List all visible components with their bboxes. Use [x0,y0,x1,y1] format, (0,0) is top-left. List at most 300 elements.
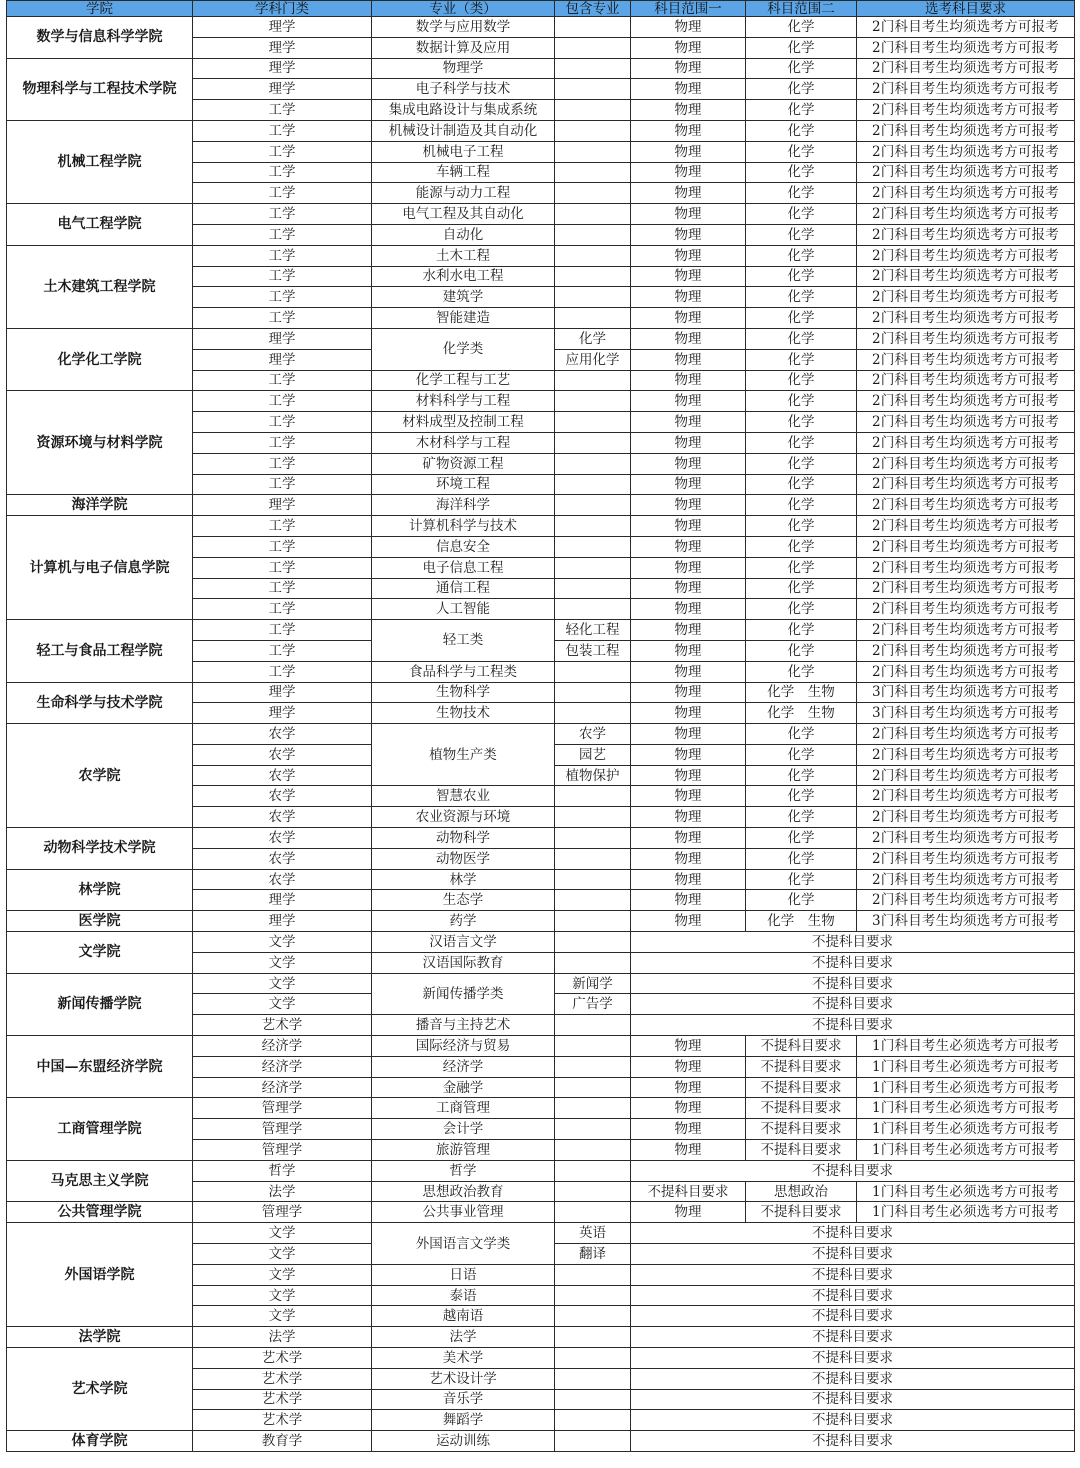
major-cell: 法学 [372,1327,555,1348]
subject-range-1-cell: 物理 [631,79,746,100]
major-cell: 电子信息工程 [372,557,555,578]
included-major-cell [555,287,631,308]
major-cell: 林学 [372,869,555,890]
included-major-cell: 广告学 [555,994,631,1015]
included-major-cell [555,599,631,620]
subject-range-2-cell: 化学 [746,807,857,828]
subject-range-1-cell: 物理 [631,765,746,786]
discipline-cell: 理学 [193,682,372,703]
included-major-cell [555,1306,631,1327]
major-cell: 生态学 [372,890,555,911]
table-row [7,828,1075,849]
included-major-cell [555,1368,631,1389]
requirement-cell: 2门科目考生均须选考方可报考 [857,620,1075,641]
subject-range-2-cell: 不提科目要求 [746,1056,857,1077]
major-cell: 经济学 [372,1056,555,1077]
included-major-cell: 轻化工程 [555,620,631,641]
major-cell: 运动训练 [372,1431,555,1452]
subject-range-2-cell: 化学 [746,432,857,453]
table-row [7,245,1075,266]
major-cell: 土木工程 [372,245,555,266]
table-row [7,17,1075,38]
major-cell: 物理学 [372,58,555,79]
no-requirement-cell: 不提科目要求 [631,1306,1075,1327]
included-major-cell [555,1389,631,1410]
subject-range-2-cell: 化学 [746,141,857,162]
included-major-cell: 英语 [555,1223,631,1244]
discipline-cell: 理学 [193,890,372,911]
major-cell: 海洋科学 [372,495,555,516]
discipline-cell: 工学 [193,557,372,578]
included-major-cell [555,266,631,287]
included-major-cell [555,100,631,121]
college-cell: 物理科学与工程技术学院 [7,58,193,120]
discipline-cell: 农学 [193,786,372,807]
discipline-cell: 法学 [193,1181,372,1202]
discipline-cell: 工学 [193,661,372,682]
table-row [7,1223,1075,1244]
subject-range-2-cell: 化学 [746,599,857,620]
discipline-cell: 经济学 [193,1077,372,1098]
header-requirement: 选考科目要求 [857,1,1075,17]
table-row [7,1160,1075,1181]
major-cell: 公共事业管理 [372,1202,555,1223]
subject-range-2-cell: 化学 生物 [746,911,857,932]
subject-range-2-cell: 化学 [746,578,857,599]
requirement-cell: 2门科目考生均须选考方可报考 [857,599,1075,620]
discipline-cell: 管理学 [193,1140,372,1161]
included-major-cell [555,1181,631,1202]
subject-range-2-cell: 化学 [746,17,857,38]
discipline-cell: 工学 [193,287,372,308]
no-requirement-cell: 不提科目要求 [631,994,1075,1015]
table-row [7,1431,1075,1452]
subject-range-2-cell: 化学 [746,786,857,807]
table-row [7,516,1075,537]
included-major-cell [555,141,631,162]
major-cell: 化学类 [372,328,555,370]
included-major-cell [555,1015,631,1036]
subject-range-2-cell: 化学 [746,58,857,79]
discipline-cell: 工学 [193,412,372,433]
major-cell: 哲学 [372,1160,555,1181]
subject-range-2-cell: 化学 [746,412,857,433]
included-major-cell [555,58,631,79]
subject-range-1-cell: 物理 [631,266,746,287]
requirement-cell: 2门科目考生均须选考方可报考 [857,308,1075,329]
college-cell: 新闻传播学院 [7,973,193,1035]
table-row [7,682,1075,703]
no-requirement-cell: 不提科目要求 [631,1327,1075,1348]
subject-range-2-cell: 化学 [746,245,857,266]
subject-range-1-cell: 物理 [631,120,746,141]
major-cell: 思想政治教育 [372,1181,555,1202]
discipline-cell: 农学 [193,765,372,786]
subject-range-1-cell: 物理 [631,100,746,121]
included-major-cell [555,183,631,204]
requirement-cell: 1门科目考生必须选考方可报考 [857,1077,1075,1098]
subject-range-1-cell: 物理 [631,1056,746,1077]
requirement-cell: 1门科目考生必须选考方可报考 [857,1098,1075,1119]
subject-range-2-cell: 化学 [746,620,857,641]
header-subject-range-2: 科目范围二 [746,1,857,17]
subject-range-1-cell: 物理 [631,578,746,599]
discipline-cell: 农学 [193,724,372,745]
discipline-cell: 工学 [193,432,372,453]
major-cell: 汉语言文学 [372,932,555,953]
discipline-cell: 理学 [193,911,372,932]
subject-range-2-cell: 化学 [746,224,857,245]
no-requirement-cell: 不提科目要求 [631,1368,1075,1389]
included-major-cell [555,120,631,141]
requirement-cell: 2门科目考生均须选考方可报考 [857,744,1075,765]
subject-range-2-cell: 不提科目要求 [746,1119,857,1140]
discipline-cell: 工学 [193,620,372,641]
college-cell: 资源环境与材料学院 [7,391,193,495]
subject-range-1-cell: 物理 [631,495,746,516]
major-cell: 数据计算及应用 [372,37,555,58]
included-major-cell: 园艺 [555,744,631,765]
table-row [7,932,1075,953]
subject-range-2-cell: 化学 生物 [746,682,857,703]
subject-range-1-cell: 物理 [631,1140,746,1161]
subject-range-1-cell: 物理 [631,661,746,682]
major-cell: 人工智能 [372,599,555,620]
no-requirement-cell: 不提科目要求 [631,1348,1075,1369]
requirement-cell: 2门科目考生均须选考方可报考 [857,287,1075,308]
discipline-cell: 文学 [193,952,372,973]
college-cell: 电气工程学院 [7,204,193,246]
included-major-cell [555,1285,631,1306]
included-major-cell [555,391,631,412]
table-row [7,911,1075,932]
included-major-cell [555,536,631,557]
subject-range-2-cell: 化学 [746,391,857,412]
major-cell: 工商管理 [372,1098,555,1119]
included-major-cell [555,1056,631,1077]
subject-range-1-cell: 物理 [631,1119,746,1140]
included-major-cell [555,224,631,245]
subject-range-1-cell: 物理 [631,245,746,266]
discipline-cell: 农学 [193,869,372,890]
subject-range-1-cell: 物理 [631,58,746,79]
discipline-cell: 工学 [193,183,372,204]
included-major-cell [555,370,631,391]
included-major-cell [555,932,631,953]
requirement-cell: 2门科目考生均须选考方可报考 [857,370,1075,391]
included-major-cell [555,1410,631,1431]
subject-range-1-cell: 物理 [631,786,746,807]
discipline-cell: 理学 [193,17,372,38]
college-cell: 医学院 [7,911,193,932]
requirement-cell: 2门科目考生均须选考方可报考 [857,17,1075,38]
subject-range-2-cell: 不提科目要求 [746,1140,857,1161]
subject-range-2-cell: 化学 [746,204,857,225]
no-requirement-cell: 不提科目要求 [631,1223,1075,1244]
no-requirement-cell: 不提科目要求 [631,1285,1075,1306]
discipline-cell: 工学 [193,245,372,266]
college-cell: 生命科学与技术学院 [7,682,193,724]
requirement-cell: 2门科目考生均须选考方可报考 [857,328,1075,349]
included-major-cell [555,952,631,973]
subject-range-2-cell: 化学 [746,328,857,349]
header-major: 专业（类） [372,1,555,17]
requirement-cell: 2门科目考生均须选考方可报考 [857,786,1075,807]
requirement-cell: 2门科目考生均须选考方可报考 [857,807,1075,828]
college-cell: 中国—东盟经济学院 [7,1036,193,1098]
table-row [7,1327,1075,1348]
major-cell: 电气工程及其自动化 [372,204,555,225]
college-cell: 计算机与电子信息学院 [7,516,193,620]
subject-range-2-cell: 化学 [746,308,857,329]
major-cell: 木材科学与工程 [372,432,555,453]
included-major-cell [555,1098,631,1119]
included-major-cell [555,848,631,869]
included-major-cell [555,495,631,516]
college-cell: 农学院 [7,724,193,828]
major-cell: 数学与应用数学 [372,17,555,38]
major-cell: 电子科学与技术 [372,79,555,100]
discipline-cell: 文学 [193,932,372,953]
subject-range-2-cell: 化学 [746,557,857,578]
header-row [7,1,1075,17]
college-cell: 马克思主义学院 [7,1160,193,1202]
major-cell: 信息安全 [372,536,555,557]
discipline-cell: 理学 [193,703,372,724]
subject-range-2-cell: 化学 [746,536,857,557]
included-major-cell [555,79,631,100]
subject-range-1-cell: 物理 [631,557,746,578]
discipline-cell: 工学 [193,224,372,245]
included-major-cell [555,1077,631,1098]
major-cell: 旅游管理 [372,1140,555,1161]
subject-range-1-cell: 物理 [631,536,746,557]
discipline-cell: 艺术学 [193,1410,372,1431]
subject-range-1-cell: 物理 [631,183,746,204]
subject-range-2-cell: 化学 [746,516,857,537]
subject-range-2-cell: 思想政治 [746,1181,857,1202]
requirement-cell: 2门科目考生均须选考方可报考 [857,58,1075,79]
no-requirement-cell: 不提科目要求 [631,1389,1075,1410]
requirement-cell: 2门科目考生均须选考方可报考 [857,266,1075,287]
discipline-cell: 理学 [193,79,372,100]
included-major-cell [555,412,631,433]
included-major-cell [555,1431,631,1452]
table-row [7,495,1075,516]
major-cell: 集成电路设计与集成系统 [372,100,555,121]
discipline-cell: 艺术学 [193,1368,372,1389]
requirement-cell: 2门科目考生均须选考方可报考 [857,848,1075,869]
subject-range-1-cell: 物理 [631,412,746,433]
requirement-cell: 2门科目考生均须选考方可报考 [857,453,1075,474]
subject-range-1-cell: 物理 [631,703,746,724]
subject-range-1-cell: 物理 [631,391,746,412]
subject-range-2-cell: 化学 [746,848,857,869]
table-body [7,17,1075,1452]
subject-range-2-cell: 不提科目要求 [746,1202,857,1223]
discipline-cell: 农学 [193,807,372,828]
college-cell: 化学化工学院 [7,328,193,390]
no-requirement-cell: 不提科目要求 [631,1160,1075,1181]
major-cell: 智能建造 [372,308,555,329]
subject-range-2-cell: 化学 [746,120,857,141]
major-cell: 机械电子工程 [372,141,555,162]
included-major-cell [555,1140,631,1161]
header-included-majors: 包含专业 [555,1,631,17]
major-cell: 能源与动力工程 [372,183,555,204]
subject-range-2-cell: 化学 [746,183,857,204]
no-requirement-cell: 不提科目要求 [631,1244,1075,1265]
discipline-cell: 农学 [193,828,372,849]
included-major-cell [555,245,631,266]
included-major-cell: 农学 [555,724,631,745]
subject-range-2-cell: 化学 [746,869,857,890]
requirement-cell: 2门科目考生均须选考方可报考 [857,141,1075,162]
subject-range-2-cell: 化学 [746,744,857,765]
requirement-cell: 2门科目考生均须选考方可报考 [857,828,1075,849]
included-major-cell [555,308,631,329]
header-discipline: 学科门类 [193,1,372,17]
requirement-cell: 2门科目考生均须选考方可报考 [857,37,1075,58]
major-cell: 播音与主持艺术 [372,1015,555,1036]
subject-range-2-cell: 化学 [746,828,857,849]
included-major-cell [555,1119,631,1140]
requirement-cell: 3门科目考生均须选考方可报考 [857,703,1075,724]
discipline-cell: 工学 [193,266,372,287]
major-cell: 环境工程 [372,474,555,495]
subject-range-1-cell: 物理 [631,453,746,474]
requirement-cell: 1门科目考生必须选考方可报考 [857,1056,1075,1077]
requirement-cell: 2门科目考生均须选考方可报考 [857,724,1075,745]
discipline-cell: 工学 [193,516,372,537]
discipline-cell: 工学 [193,578,372,599]
college-cell: 数学与信息科学学院 [7,17,193,59]
requirement-cell: 1门科目考生必须选考方可报考 [857,1181,1075,1202]
subject-range-1-cell: 物理 [631,807,746,828]
major-cell: 越南语 [372,1306,555,1327]
requirement-cell: 2门科目考生均须选考方可报考 [857,100,1075,121]
included-major-cell [555,578,631,599]
header-college: 学院 [7,1,193,17]
discipline-cell: 法学 [193,1327,372,1348]
requirement-cell: 2门科目考生均须选考方可报考 [857,79,1075,100]
no-requirement-cell: 不提科目要求 [631,1410,1075,1431]
no-requirement-cell: 不提科目要求 [631,932,1075,953]
major-cell: 水利水电工程 [372,266,555,287]
included-major-cell [555,703,631,724]
table-row [7,869,1075,890]
included-major-cell [555,890,631,911]
included-major-cell [555,807,631,828]
no-requirement-cell: 不提科目要求 [631,1264,1075,1285]
included-major-cell [555,911,631,932]
subject-range-1-cell: 物理 [631,287,746,308]
requirement-cell: 2门科目考生均须选考方可报考 [857,661,1075,682]
college-cell: 外国语学院 [7,1223,193,1327]
major-cell: 美术学 [372,1348,555,1369]
requirement-cell: 2门科目考生均须选考方可报考 [857,162,1075,183]
requirement-cell: 2门科目考生均须选考方可报考 [857,516,1075,537]
major-cell: 矿物资源工程 [372,453,555,474]
college-cell: 法学院 [7,1327,193,1348]
included-major-cell [555,516,631,537]
subject-range-1-cell: 物理 [631,724,746,745]
table-row [7,724,1075,745]
discipline-cell: 工学 [193,370,372,391]
table-row [7,120,1075,141]
major-cell: 车辆工程 [372,162,555,183]
discipline-cell: 理学 [193,37,372,58]
table-row [7,1202,1075,1223]
discipline-cell: 工学 [193,100,372,121]
requirement-cell: 2门科目考生均须选考方可报考 [857,349,1075,370]
major-cell: 动物医学 [372,848,555,869]
included-major-cell [555,17,631,38]
college-cell: 公共管理学院 [7,1202,193,1223]
subject-range-2-cell: 化学 [746,724,857,745]
major-cell: 农业资源与环境 [372,807,555,828]
subject-range-1-cell: 物理 [631,682,746,703]
major-cell: 生物科学 [372,682,555,703]
discipline-cell: 农学 [193,744,372,765]
requirement-cell: 1门科目考生必须选考方可报考 [857,1140,1075,1161]
discipline-cell: 工学 [193,453,372,474]
included-major-cell [555,682,631,703]
discipline-cell: 理学 [193,58,372,79]
discipline-cell: 文学 [193,1264,372,1285]
discipline-cell: 工学 [193,204,372,225]
table-row [7,1098,1075,1119]
included-major-cell [555,661,631,682]
subject-range-1-cell: 物理 [631,869,746,890]
discipline-cell: 理学 [193,328,372,349]
discipline-cell: 工学 [193,391,372,412]
subject-range-1-cell: 物理 [631,17,746,38]
subject-range-2-cell: 化学 [746,640,857,661]
requirement-cell: 2门科目考生均须选考方可报考 [857,536,1075,557]
requirement-cell: 2门科目考生均须选考方可报考 [857,245,1075,266]
included-major-cell: 应用化学 [555,349,631,370]
subject-range-1-cell: 物理 [631,1098,746,1119]
included-major-cell [555,162,631,183]
major-cell: 建筑学 [372,287,555,308]
subject-range-2-cell: 化学 [746,474,857,495]
discipline-cell: 工学 [193,141,372,162]
major-cell: 金融学 [372,1077,555,1098]
major-cell: 艺术设计学 [372,1368,555,1389]
subject-range-1-cell: 物理 [631,848,746,869]
no-requirement-cell: 不提科目要求 [631,1015,1075,1036]
included-major-cell [555,1036,631,1057]
subject-range-1-cell: 物理 [631,620,746,641]
major-cell: 材料科学与工程 [372,391,555,412]
requirement-cell: 2门科目考生均须选考方可报考 [857,495,1075,516]
major-cell: 植物生产类 [372,724,555,786]
included-major-cell [555,432,631,453]
subject-range-2-cell: 化学 [746,37,857,58]
college-cell: 艺术学院 [7,1348,193,1431]
discipline-cell: 教育学 [193,1431,372,1452]
included-major-cell [555,1327,631,1348]
subject-range-2-cell: 化学 [746,79,857,100]
college-cell: 土木建筑工程学院 [7,245,193,328]
discipline-cell: 管理学 [193,1119,372,1140]
major-cell: 通信工程 [372,578,555,599]
discipline-cell: 经济学 [193,1036,372,1057]
table-row [7,973,1075,994]
requirement-cell: 2门科目考生均须选考方可报考 [857,557,1075,578]
major-cell: 舞蹈学 [372,1410,555,1431]
